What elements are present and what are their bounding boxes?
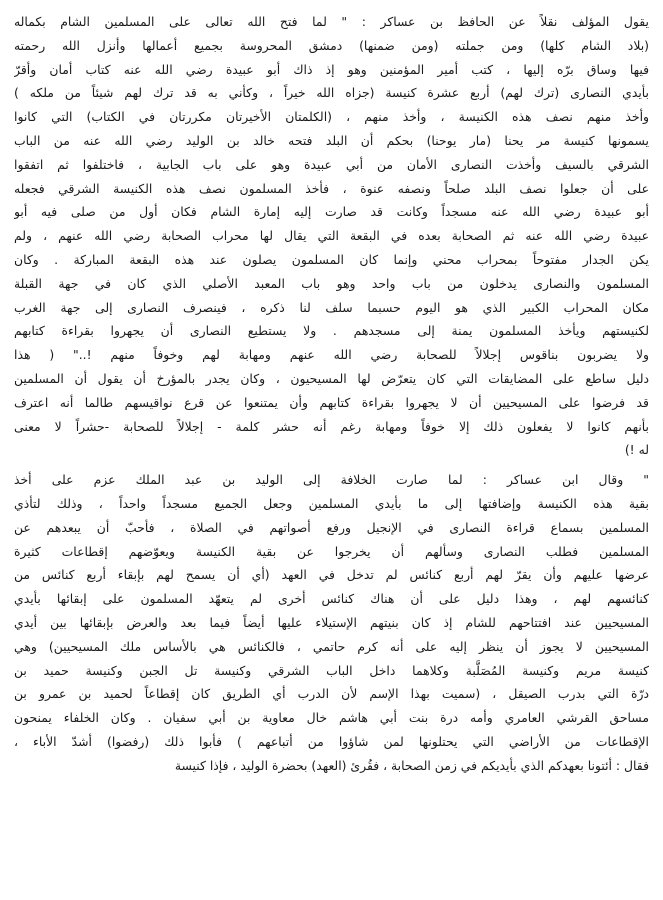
text-line: قد فرضوا على المسيحيين أن لا يجهروا بقراءة كتابهم وأن يمتنعوا عن قرع نواقيسهم طالما أنه اعترف [14,394,649,410]
paragraph-2 [14,468,649,777]
text-line: بأنهم كانوا لا يفعلون ذلك إلا خوفاً ومهابة رغم أنه حشر كلمة - إجلالاً للصحابة -حشراً لا معنى [14,418,649,434]
paragraph-1 [14,10,649,462]
text-line: كنائسهم لهم ، وهذا دليل على أن هناك كنائس أخرى لم يتعهّد المسلمون على إبقائها بأيدي [14,591,649,607]
text-line: ولا يضربون بناقوس إجلالاً للصحابة رضي الله عنهم ومهابة لهم وخوفاً منهم !.." ( هذا [14,347,649,363]
text-line: يكن الجدار مفتوحاً بمحراب محني وإنما كان المسلمون يصلون عند هذه البقعة المباركة . وكان [14,251,649,267]
text-line: درّة التي بدرب الصيقل ، (سميت بهذا الإسم لأن الدرب أي الطريق كان إقطاعاً لحميد بن عمرو بن [14,686,649,702]
text-line: دليل ساطع على المضايقات التي كان يتعرّض لها المسيحيون ، وكان يجدر بالمؤرخ أن يقول أن المسلمين [14,370,649,386]
text-line: المسلمين فطلب النصارى وسألهم أن يخرجوا عن بقية الكنيسة ويعوّضهم إقطاعات كثيرة [14,543,649,559]
text-line: مكان المحراب الكبير الذي هو اليوم حسبما سلف لنا ذكره ، فينصرف النصارى إلى جهة الغرب [14,299,649,315]
text-line: عرضها عليهم وأن يقرّ لهم أربع كنائس لم تدخل في العهد (أي أن يسمح لهم بإبقاء أربع كنائس من [14,567,649,583]
text-line: وأخذ منهم نصف هذه الكنيسة ، وأخذ منهم ، (الكلمتان الأخيرتان مكررتان في الكتاب) التي كانوا [14,109,649,125]
text-line: كنيسة مريم وكنيسة المُصَلَّبة وكلاهما داخل الباب الشرقي وكنيسة تل الجبن وكنيسة حميد بن [14,662,649,678]
text-line: مساحق القرشي العامري وأمه درة بنت أبي هاشم خال معاوية بن أبي سفيان . وكان الخلفاء يمنحون [14,710,649,726]
text-line: " وقال ابن عساكر : لما صارت الخلافة إلى الوليد بن عبد الملك عزم على أخذ [14,472,649,488]
text-line: على أن جعلوا نصف البلد صلحاً ونصفه عنوة ، فأخذ المسلمون نصف هذه الكنيسة الشرقي فجعله [14,180,649,196]
text-line: (بلاد الشام كلها) ومن جملته (ومن ضمنها) دمشق المحروسة بجميع أعمالها وأنزل الله رحمته [14,37,649,53]
text-line: المسيحيين عند افتتاحهم للشام إذ كان بنيتهم الإستيلاء عليها أيضاً فيما بعد والعرض بإبقائها بين أيدي [14,614,649,630]
text-line: فيها وساق برّه إليها ، كتب أمير المؤمنين وهو إذ ذاك أبو عبيدة رضي الله عنه كتاب أمان وأقرّ [14,61,649,77]
text-line: المسيحيين لا يجوز أن ينظر إليه على أنه كرم حاتمي ، فالكنائس هي بالأساس ملك المسيحيين) وهي [14,638,649,654]
text-line: له !) [624,442,649,458]
text-line: بقية هذه الكنيسة وإضافتها إلى ما بأيدي المسلمين وجعل الجميع مسجداً واحداً ، وذلك لتأذي [14,495,649,511]
text-line: بأيدي النصارى (ترك لهم) أربع عشرة كنيسة (جزاه الله خيراً ، وكأني به قد ترك لهم شيئاً من ملكه ) [14,85,649,101]
text-line: فقال : أئتونا بعهدكم الذي بأيديكم في زمن الصحابة ، فقُرئ (العهد) بحضرة الوليد ، فإذا كنيسة [174,757,649,773]
text-line: لكنيستهم ويأخذ المسلمون يمنة إلى مسجدهم . ولا يستطيع النصارى أن يجهروا بقراءة كتابهم [14,323,649,339]
text-line: يقول المؤلف نقلاً عن الحافظ بن عساكر : " لما فتح الله تعالى على المسلمين الشام بكماله [14,14,649,29]
text-line: المسلمون والنصارى يدخلون من باب واحد وهو باب المعبد الأصلي الذي كان في جهة القبلة [14,275,649,291]
text-line: الشرقي بالسيف وأخذت النصارى الأمان من أبي عبيدة وهو على باب الجابية ، فاختلفوا ثم اتفقوا [14,156,649,172]
text-line: المسلمين بسماع قراءة النصارى في الإنجيل ورفع أصواتهم في الصلاة ، فأحبّ أن يبعدهم عن [14,519,649,535]
text-line: يسمونها كنيسة مر يحنا (مار يوحنا) بحكم أن البلد فتحه خالد بن الوليد رضي الله عنه من الباب [14,132,649,148]
text-line: أبو عبيدة رضي الله عنه مسجداً وكانت قد صارت إليه إمارة الشام فكان أول من صلى فيه أبو [14,204,649,220]
text-line: الإقطاعات من الأراضي التي يحتلونها لمن شاؤوا من أتباعهم ) فأبوا ذلك (رفضوا) أشدّ الأباء ، [14,733,649,749]
text-line: عبيدة رضي الله عنه ثم الصحابة بعده في البقعة التي يقال لها محراب الصحابة رضي الله عنهم ، ولم [14,228,649,244]
